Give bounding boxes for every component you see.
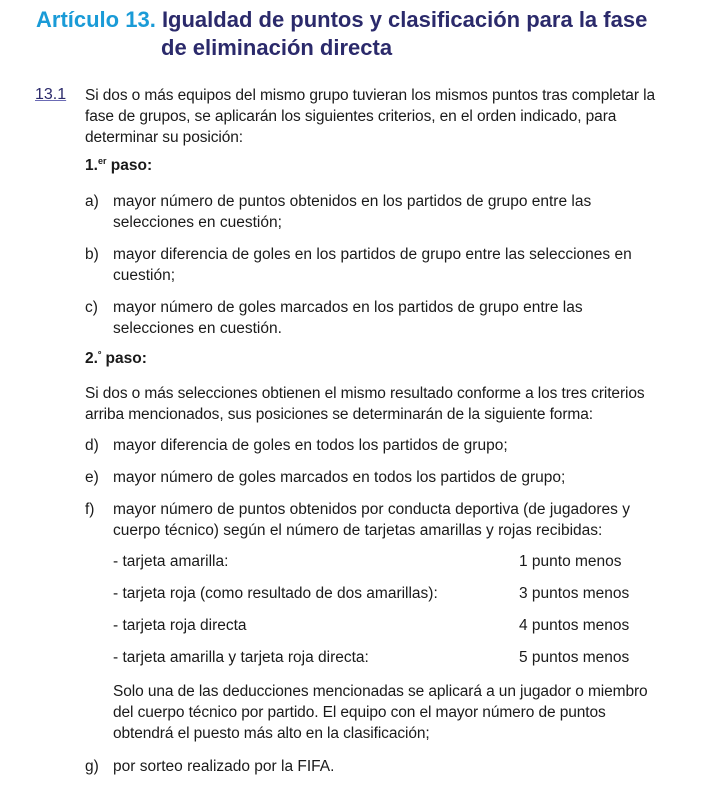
criterion-e: [85, 467, 665, 488]
item-text: mayor número de goles marcados en los partidos de grupo entre las selecciones en cuestión.: [113, 299, 583, 337]
item-text: mayor diferencia de goles en todos los partidos de grupo;: [113, 437, 508, 454]
criterion-f: [85, 499, 665, 541]
step-1-heading: [85, 156, 152, 175]
step-2-intro: Si dos o más selecciones obtienen el mismo resultado conforme a los tres criterios arriba mencionados, sus posiciones se determinarán de la siguiente forma:: [85, 385, 645, 423]
step-number: 2.: [85, 350, 98, 368]
deduction-card: - tarjeta amarilla:: [113, 553, 229, 570]
step-label: paso:: [105, 350, 147, 368]
step-ordinal: º: [97, 349, 102, 359]
deduction-card: - tarjeta roja directa: [113, 617, 247, 634]
item-text: mayor número de puntos obtenidos por conducta deportiva (de jugadores y cuerpo técnico) según el número de tarjetas amarillas y rojas recibidas:: [113, 501, 630, 539]
deduction-value: 1 punto menos: [519, 553, 622, 570]
deduction-row: [113, 553, 653, 571]
step-2-heading: [85, 349, 147, 368]
criterion-c: [85, 297, 665, 339]
item-text: por sorteo realizado por la FIFA.: [113, 758, 335, 775]
deduction-row: [113, 617, 653, 635]
deduction-value: 4 puntos menos: [519, 617, 630, 634]
deduction-row: [113, 649, 653, 667]
article-title-line1: Igualdad de puntos y clasificación para la fase: [161, 7, 648, 32]
article-number: Artículo 13.: [36, 7, 156, 32]
item-label: g): [85, 758, 99, 775]
deduction-value: 5 puntos menos: [519, 649, 630, 666]
deduction-value: 3 puntos menos: [519, 585, 630, 602]
deduction-card: - tarjeta roja (como resultado de dos amarillas):: [113, 585, 438, 602]
deduction-card: - tarjeta amarilla y tarjeta roja directa:: [113, 649, 369, 666]
item-label: e): [85, 469, 99, 486]
article-title-line2: de eliminación directa: [161, 35, 393, 60]
criterion-d: [85, 435, 665, 456]
item-label: a): [85, 193, 99, 210]
item-text: mayor número de goles marcados en todos los partidos de grupo;: [113, 469, 566, 486]
section-intro: Si dos o más equipos del mismo grupo tuvieran los mismos puntos tras completar la fase de grupos, se aplicarán los siguientes criterios, en el orden indicado, para determinar su posición:: [85, 87, 655, 146]
section-number-link[interactable]: 13.1: [35, 86, 67, 103]
item-label: f): [85, 501, 95, 518]
step-ordinal: er: [97, 156, 107, 166]
item-label: b): [85, 246, 99, 263]
deductions-note: Solo una de las deducciones mencionadas se aplicará a un jugador o miembro del cuerpo técnico por partido. El equipo con el mayor número de puntos obtendrá el puesto más alto en la clasificación;: [113, 683, 648, 742]
item-text: mayor diferencia de goles en los partidos de grupo entre las selecciones en cuestión;: [113, 246, 632, 284]
criterion-b: [85, 244, 665, 286]
criterion-g: [85, 756, 665, 777]
item-label: c): [85, 299, 98, 316]
step-number: 1.: [85, 157, 98, 175]
step-label: paso:: [110, 157, 153, 175]
item-label: d): [85, 437, 99, 454]
criterion-a: [85, 191, 665, 233]
item-text: mayor número de puntos obtenidos en los partidos de grupo entre las selecciones en cuestión;: [113, 193, 592, 231]
article-title: [36, 6, 676, 62]
deduction-row: [113, 585, 653, 603]
